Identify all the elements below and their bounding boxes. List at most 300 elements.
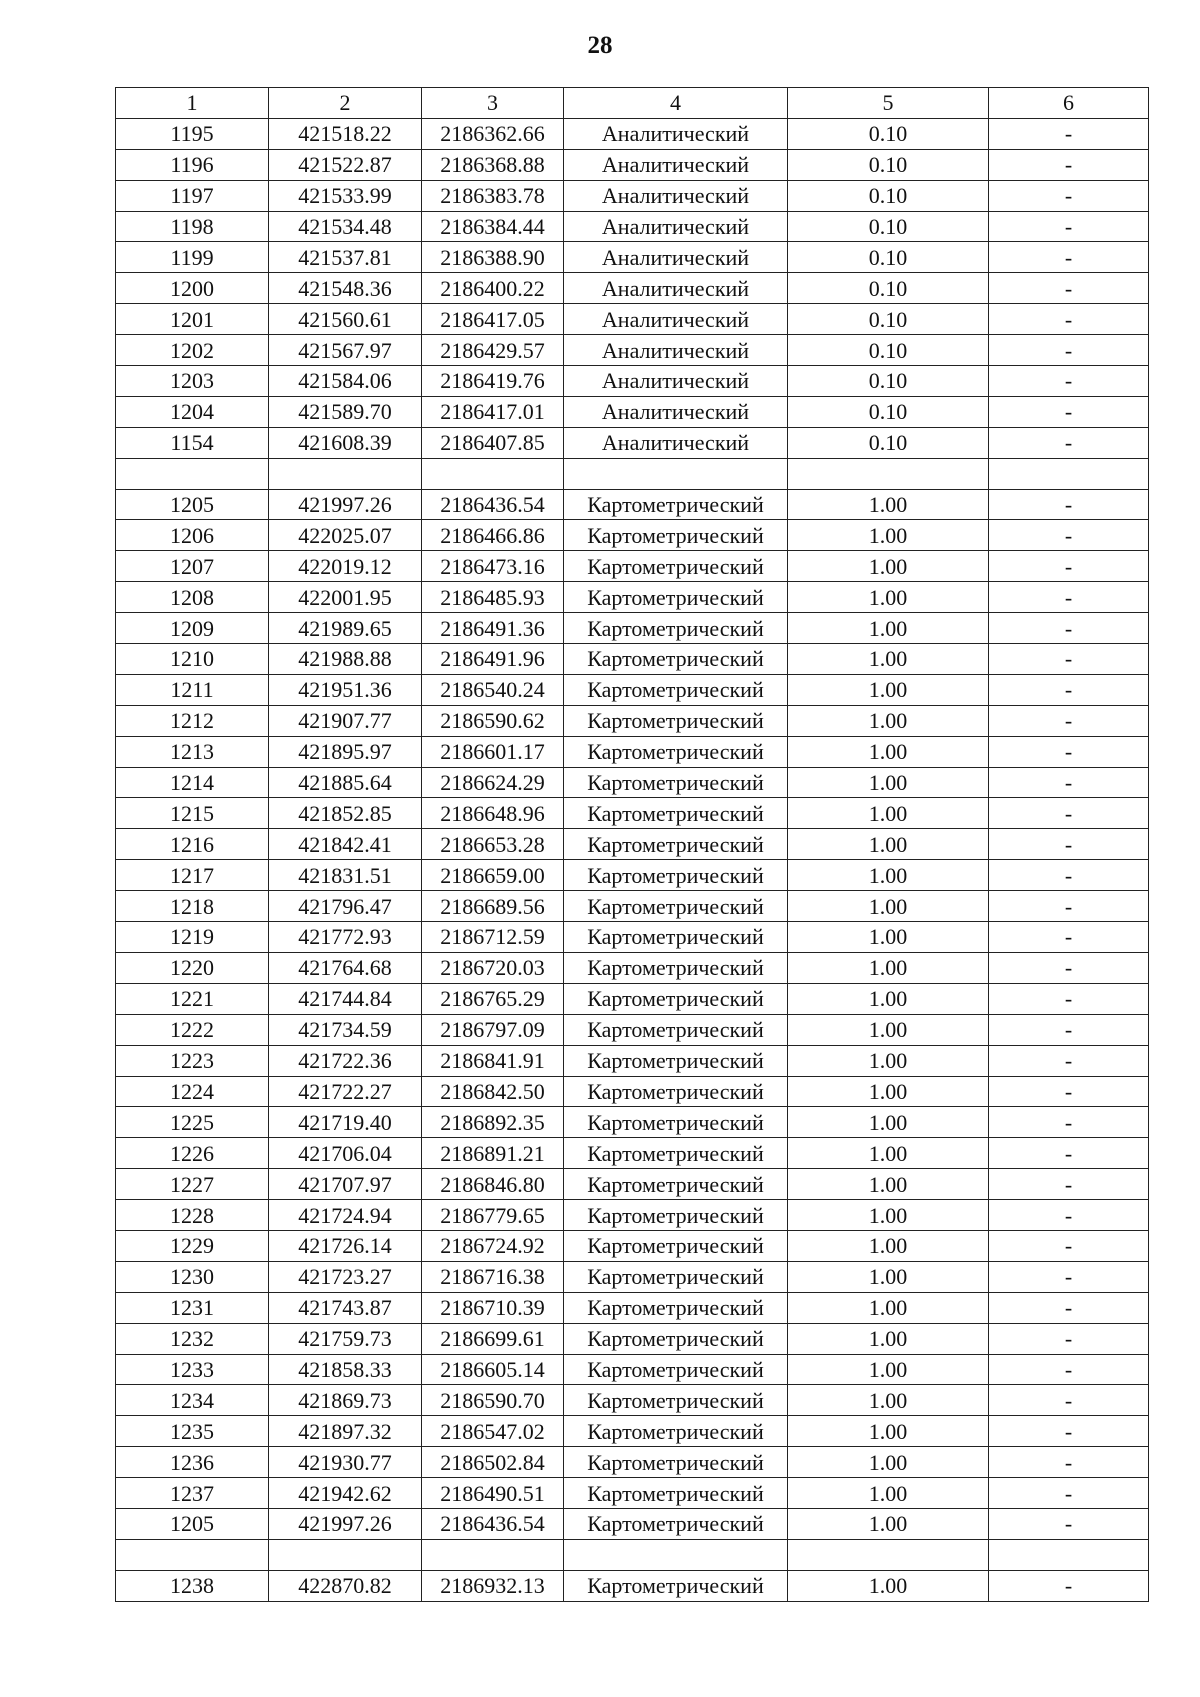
y-coordinate-cell: 2186417.05 (422, 304, 564, 335)
point-number-cell: 1210 (116, 644, 269, 675)
table-row (116, 1508, 1149, 1539)
method-cell: Картометрический (564, 922, 788, 953)
point-number-cell: 1223 (116, 1045, 269, 1076)
method-cell: Картометрический (564, 829, 788, 860)
y-coordinate-cell: 2186502.84 (422, 1447, 564, 1478)
table-body (116, 118, 1149, 1601)
method-cell: Аналитический (564, 396, 788, 427)
y-coordinate-cell: 2186400.22 (422, 273, 564, 304)
method-cell: Картометрический (564, 674, 788, 705)
y-coordinate-cell: 2186846.80 (422, 1169, 564, 1200)
x-coordinate-cell: 421852.85 (269, 798, 422, 829)
point-number-cell: 1197 (116, 180, 269, 211)
method-cell: Картометрический (564, 983, 788, 1014)
description-cell: - (989, 644, 1149, 675)
description-cell: - (989, 983, 1149, 1014)
accuracy-cell: 1.00 (788, 582, 989, 613)
method-cell: Картометрический (564, 952, 788, 983)
method-cell: Аналитический (564, 149, 788, 180)
method-cell: Картометрический (564, 1292, 788, 1323)
method-cell: Картометрический (564, 1416, 788, 1447)
table-row (116, 1570, 1149, 1601)
point-number-cell: 1219 (116, 922, 269, 953)
method-cell: Картометрический (564, 1447, 788, 1478)
point-number-cell: 1214 (116, 767, 269, 798)
x-coordinate-cell: 421831.51 (269, 860, 422, 891)
method-cell: Картометрический (564, 551, 788, 582)
description-cell: - (989, 798, 1149, 829)
point-number-cell: 1235 (116, 1416, 269, 1447)
accuracy-cell: 1.00 (788, 1292, 989, 1323)
y-coordinate-cell (422, 1539, 564, 1570)
point-number-cell: 1215 (116, 798, 269, 829)
accuracy-cell: 0.10 (788, 304, 989, 335)
point-number-cell: 1207 (116, 551, 269, 582)
description-cell: - (989, 1354, 1149, 1385)
accuracy-cell: 1.00 (788, 1014, 989, 1045)
point-number-cell: 1228 (116, 1200, 269, 1231)
y-coordinate-cell: 2186491.96 (422, 644, 564, 675)
description-cell: - (989, 891, 1149, 922)
x-coordinate-cell (269, 458, 422, 489)
table-row (116, 180, 1149, 211)
method-cell: Аналитический (564, 366, 788, 397)
x-coordinate-cell: 421907.77 (269, 705, 422, 736)
description-cell: - (989, 551, 1149, 582)
accuracy-cell: 0.10 (788, 118, 989, 149)
description-cell: - (989, 1138, 1149, 1169)
x-coordinate-cell: 421723.27 (269, 1261, 422, 1292)
method-cell: Картометрический (564, 1076, 788, 1107)
x-coordinate-cell: 421522.87 (269, 149, 422, 180)
accuracy-cell: 1.00 (788, 1416, 989, 1447)
description-cell: - (989, 705, 1149, 736)
x-coordinate-cell: 421560.61 (269, 304, 422, 335)
y-coordinate-cell: 2186720.03 (422, 952, 564, 983)
method-cell: Аналитический (564, 273, 788, 304)
x-coordinate-cell: 421989.65 (269, 613, 422, 644)
method-cell: Картометрический (564, 1230, 788, 1261)
method-cell: Картометрический (564, 520, 788, 551)
x-coordinate-cell: 421567.97 (269, 335, 422, 366)
accuracy-cell: 1.00 (788, 1323, 989, 1354)
point-number-cell: 1205 (116, 1508, 269, 1539)
description-cell: - (989, 767, 1149, 798)
y-coordinate-cell: 2186590.70 (422, 1385, 564, 1416)
table-row (116, 891, 1149, 922)
x-coordinate-cell: 421743.87 (269, 1292, 422, 1323)
description-cell: - (989, 1200, 1149, 1231)
table-row (116, 551, 1149, 582)
accuracy-cell: 1.00 (788, 551, 989, 582)
y-coordinate-cell: 2186407.85 (422, 427, 564, 458)
x-coordinate-cell: 421988.88 (269, 644, 422, 675)
method-cell: Аналитический (564, 242, 788, 273)
method-cell: Картометрический (564, 1014, 788, 1045)
point-number-cell (116, 458, 269, 489)
description-cell: - (989, 118, 1149, 149)
x-coordinate-cell: 421534.48 (269, 211, 422, 242)
accuracy-cell: 0.10 (788, 427, 989, 458)
x-coordinate-cell: 421706.04 (269, 1138, 422, 1169)
table-row (116, 736, 1149, 767)
accuracy-cell: 1.00 (788, 1138, 989, 1169)
point-number-cell: 1213 (116, 736, 269, 767)
method-cell (564, 458, 788, 489)
table-header-row (116, 88, 1149, 119)
description-cell: - (989, 1230, 1149, 1261)
description-cell: - (989, 829, 1149, 860)
column-header: 5 (788, 88, 989, 119)
accuracy-cell: 0.10 (788, 335, 989, 366)
table-row (116, 613, 1149, 644)
table-row (116, 366, 1149, 397)
method-cell: Картометрический (564, 736, 788, 767)
x-coordinate-cell: 421548.36 (269, 273, 422, 304)
x-coordinate-cell: 421726.14 (269, 1230, 422, 1261)
point-number-cell: 1199 (116, 242, 269, 273)
table-row (116, 582, 1149, 613)
method-cell: Картометрический (564, 613, 788, 644)
point-number-cell: 1230 (116, 1261, 269, 1292)
x-coordinate-cell: 421951.36 (269, 674, 422, 705)
x-coordinate-cell: 421842.41 (269, 829, 422, 860)
method-cell (564, 1539, 788, 1570)
description-cell (989, 1539, 1149, 1570)
y-coordinate-cell: 2186384.44 (422, 211, 564, 242)
y-coordinate-cell: 2186841.91 (422, 1045, 564, 1076)
x-coordinate-cell: 421759.73 (269, 1323, 422, 1354)
point-number-cell: 1204 (116, 396, 269, 427)
x-coordinate-cell: 421895.97 (269, 736, 422, 767)
column-header: 1 (116, 88, 269, 119)
accuracy-cell: 1.00 (788, 1385, 989, 1416)
x-coordinate-cell: 421589.70 (269, 396, 422, 427)
point-number-cell: 1236 (116, 1447, 269, 1478)
table-row (116, 644, 1149, 675)
method-cell: Картометрический (564, 1169, 788, 1200)
point-number-cell: 1201 (116, 304, 269, 335)
accuracy-cell: 1.00 (788, 767, 989, 798)
accuracy-cell: 0.10 (788, 180, 989, 211)
description-cell: - (989, 396, 1149, 427)
y-coordinate-cell: 2186419.76 (422, 366, 564, 397)
table-row (116, 489, 1149, 520)
column-header: 4 (564, 88, 788, 119)
point-number-cell: 1238 (116, 1570, 269, 1601)
accuracy-cell: 1.00 (788, 952, 989, 983)
y-coordinate-cell: 2186892.35 (422, 1107, 564, 1138)
table-row (116, 335, 1149, 366)
accuracy-cell: 0.10 (788, 149, 989, 180)
x-coordinate-cell: 421997.26 (269, 1508, 422, 1539)
accuracy-cell: 1.00 (788, 829, 989, 860)
method-cell: Картометрический (564, 1323, 788, 1354)
point-number-cell: 1217 (116, 860, 269, 891)
point-number-cell: 1234 (116, 1385, 269, 1416)
table-row (116, 211, 1149, 242)
point-number-cell: 1222 (116, 1014, 269, 1045)
point-number-cell: 1216 (116, 829, 269, 860)
description-cell: - (989, 1570, 1149, 1601)
description-cell: - (989, 1292, 1149, 1323)
description-cell: - (989, 211, 1149, 242)
accuracy-cell: 1.00 (788, 860, 989, 891)
point-number-cell: 1208 (116, 582, 269, 613)
point-number-cell: 1196 (116, 149, 269, 180)
description-cell: - (989, 304, 1149, 335)
method-cell: Картометрический (564, 1045, 788, 1076)
method-cell: Картометрический (564, 1200, 788, 1231)
x-coordinate-cell: 421719.40 (269, 1107, 422, 1138)
accuracy-cell: 0.10 (788, 273, 989, 304)
method-cell: Картометрический (564, 705, 788, 736)
x-coordinate-cell: 421885.64 (269, 767, 422, 798)
method-cell: Картометрический (564, 798, 788, 829)
accuracy-cell: 1.00 (788, 891, 989, 922)
description-cell: - (989, 273, 1149, 304)
page-number: 28 (587, 32, 613, 59)
description-cell: - (989, 582, 1149, 613)
description-cell: - (989, 1323, 1149, 1354)
table-row (116, 767, 1149, 798)
method-cell: Картометрический (564, 644, 788, 675)
accuracy-cell: 1.00 (788, 705, 989, 736)
accuracy-cell: 1.00 (788, 798, 989, 829)
method-cell: Картометрический (564, 1478, 788, 1509)
accuracy-cell: 1.00 (788, 1200, 989, 1231)
table-row (116, 1292, 1149, 1323)
method-cell: Картометрический (564, 1354, 788, 1385)
accuracy-cell: 1.00 (788, 1508, 989, 1539)
y-coordinate-cell: 2186466.86 (422, 520, 564, 551)
x-coordinate-cell: 421942.62 (269, 1478, 422, 1509)
accuracy-cell: 0.10 (788, 242, 989, 273)
y-coordinate-cell: 2186429.57 (422, 335, 564, 366)
x-coordinate-cell: 421722.36 (269, 1045, 422, 1076)
point-number-cell: 1231 (116, 1292, 269, 1323)
point-number-cell: 1220 (116, 952, 269, 983)
y-coordinate-cell: 2186624.29 (422, 767, 564, 798)
description-cell (989, 458, 1149, 489)
coordinates-table (115, 87, 1149, 1602)
point-number-cell: 1154 (116, 427, 269, 458)
table-row (116, 1385, 1149, 1416)
point-number-cell: 1206 (116, 520, 269, 551)
table-row (116, 396, 1149, 427)
x-coordinate-cell: 421796.47 (269, 891, 422, 922)
method-cell: Аналитический (564, 427, 788, 458)
point-number-cell: 1200 (116, 273, 269, 304)
x-coordinate-cell: 421533.99 (269, 180, 422, 211)
y-coordinate-cell: 2186932.13 (422, 1570, 564, 1601)
accuracy-cell: 0.10 (788, 366, 989, 397)
description-cell: - (989, 1076, 1149, 1107)
x-coordinate-cell: 421930.77 (269, 1447, 422, 1478)
x-coordinate-cell: 422870.82 (269, 1570, 422, 1601)
method-cell: Картометрический (564, 1261, 788, 1292)
method-cell: Картометрический (564, 1385, 788, 1416)
y-coordinate-cell: 2186540.24 (422, 674, 564, 705)
description-cell: - (989, 427, 1149, 458)
point-number-cell: 1211 (116, 674, 269, 705)
method-cell: Картометрический (564, 1570, 788, 1601)
table-row (116, 1447, 1149, 1478)
description-cell: - (989, 922, 1149, 953)
description-cell: - (989, 489, 1149, 520)
x-coordinate-cell: 421897.32 (269, 1416, 422, 1447)
y-coordinate-cell: 2186842.50 (422, 1076, 564, 1107)
accuracy-cell (788, 458, 989, 489)
point-number-cell: 1202 (116, 335, 269, 366)
description-cell: - (989, 674, 1149, 705)
accuracy-cell: 1.00 (788, 1230, 989, 1261)
table-row (116, 1014, 1149, 1045)
y-coordinate-cell: 2186724.92 (422, 1230, 564, 1261)
description-cell: - (989, 520, 1149, 551)
description-cell: - (989, 335, 1149, 366)
x-coordinate-cell: 421869.73 (269, 1385, 422, 1416)
point-number-cell: 1226 (116, 1138, 269, 1169)
accuracy-cell: 1.00 (788, 1261, 989, 1292)
table-row (116, 952, 1149, 983)
y-coordinate-cell: 2186601.17 (422, 736, 564, 767)
y-coordinate-cell: 2186436.54 (422, 489, 564, 520)
method-cell: Картометрический (564, 767, 788, 798)
x-coordinate-cell: 421858.33 (269, 1354, 422, 1385)
description-cell: - (989, 1045, 1149, 1076)
point-number-cell: 1195 (116, 118, 269, 149)
accuracy-cell: 1.00 (788, 1570, 989, 1601)
table-row (116, 860, 1149, 891)
accuracy-cell: 1.00 (788, 1045, 989, 1076)
accuracy-cell: 1.00 (788, 520, 989, 551)
point-number-cell: 1212 (116, 705, 269, 736)
table-row (116, 1169, 1149, 1200)
description-cell: - (989, 1508, 1149, 1539)
accuracy-cell: 1.00 (788, 922, 989, 953)
description-cell: - (989, 242, 1149, 273)
point-number-cell: 1205 (116, 489, 269, 520)
table-row (116, 1230, 1149, 1261)
method-cell: Аналитический (564, 335, 788, 366)
x-coordinate-cell: 422025.07 (269, 520, 422, 551)
table-row (116, 1261, 1149, 1292)
point-number-cell (116, 1539, 269, 1570)
column-header: 6 (989, 88, 1149, 119)
point-number-cell: 1198 (116, 211, 269, 242)
accuracy-cell: 1.00 (788, 613, 989, 644)
description-cell: - (989, 952, 1149, 983)
table-row (116, 1200, 1149, 1231)
accuracy-cell (788, 1539, 989, 1570)
table-row (116, 1478, 1149, 1509)
x-coordinate-cell (269, 1539, 422, 1570)
y-coordinate-cell: 2186712.59 (422, 922, 564, 953)
y-coordinate-cell: 2186436.54 (422, 1508, 564, 1539)
method-cell: Аналитический (564, 118, 788, 149)
description-cell: - (989, 1107, 1149, 1138)
table-row (116, 674, 1149, 705)
accuracy-cell: 0.10 (788, 396, 989, 427)
x-coordinate-cell: 421707.97 (269, 1169, 422, 1200)
description-cell: - (989, 860, 1149, 891)
x-coordinate-cell: 421722.27 (269, 1076, 422, 1107)
y-coordinate-cell: 2186473.16 (422, 551, 564, 582)
table-row (116, 922, 1149, 953)
y-coordinate-cell: 2186547.02 (422, 1416, 564, 1447)
point-number-cell: 1203 (116, 366, 269, 397)
x-coordinate-cell: 421764.68 (269, 952, 422, 983)
description-cell: - (989, 1385, 1149, 1416)
accuracy-cell: 1.00 (788, 674, 989, 705)
table-row (116, 798, 1149, 829)
method-cell: Аналитический (564, 180, 788, 211)
y-coordinate-cell: 2186605.14 (422, 1354, 564, 1385)
table-row (116, 829, 1149, 860)
table-row (116, 520, 1149, 551)
x-coordinate-cell: 421744.84 (269, 983, 422, 1014)
y-coordinate-cell: 2186891.21 (422, 1138, 564, 1169)
accuracy-cell: 1.00 (788, 644, 989, 675)
point-number-cell: 1227 (116, 1169, 269, 1200)
method-cell: Картометрический (564, 582, 788, 613)
x-coordinate-cell: 421997.26 (269, 489, 422, 520)
method-cell: Аналитический (564, 211, 788, 242)
table-row (116, 427, 1149, 458)
table-row (116, 1107, 1149, 1138)
table-row (116, 1323, 1149, 1354)
accuracy-cell: 1.00 (788, 1478, 989, 1509)
table-row (116, 1539, 1149, 1570)
accuracy-cell: 1.00 (788, 1354, 989, 1385)
point-number-cell: 1233 (116, 1354, 269, 1385)
y-coordinate-cell: 2186689.56 (422, 891, 564, 922)
table-row (116, 983, 1149, 1014)
x-coordinate-cell: 421772.93 (269, 922, 422, 953)
y-coordinate-cell: 2186368.88 (422, 149, 564, 180)
y-coordinate-cell: 2186490.51 (422, 1478, 564, 1509)
table-row (116, 1354, 1149, 1385)
y-coordinate-cell: 2186659.00 (422, 860, 564, 891)
point-number-cell: 1224 (116, 1076, 269, 1107)
method-cell: Картометрический (564, 1508, 788, 1539)
y-coordinate-cell: 2186491.36 (422, 613, 564, 644)
y-coordinate-cell (422, 458, 564, 489)
method-cell: Картометрический (564, 860, 788, 891)
column-header: 2 (269, 88, 422, 119)
point-number-cell: 1221 (116, 983, 269, 1014)
description-cell: - (989, 1478, 1149, 1509)
method-cell: Картометрический (564, 489, 788, 520)
x-coordinate-cell: 421734.59 (269, 1014, 422, 1045)
x-coordinate-cell: 421724.94 (269, 1200, 422, 1231)
column-header: 3 (422, 88, 564, 119)
method-cell: Картометрический (564, 1107, 788, 1138)
table-row (116, 1045, 1149, 1076)
description-cell: - (989, 1169, 1149, 1200)
description-cell: - (989, 366, 1149, 397)
y-coordinate-cell: 2186653.28 (422, 829, 564, 860)
x-coordinate-cell: 421537.81 (269, 242, 422, 273)
point-number-cell: 1209 (116, 613, 269, 644)
accuracy-cell: 1.00 (788, 736, 989, 767)
description-cell: - (989, 1416, 1149, 1447)
y-coordinate-cell: 2186765.29 (422, 983, 564, 1014)
y-coordinate-cell: 2186485.93 (422, 582, 564, 613)
table-row (116, 1138, 1149, 1169)
table-row (116, 118, 1149, 149)
